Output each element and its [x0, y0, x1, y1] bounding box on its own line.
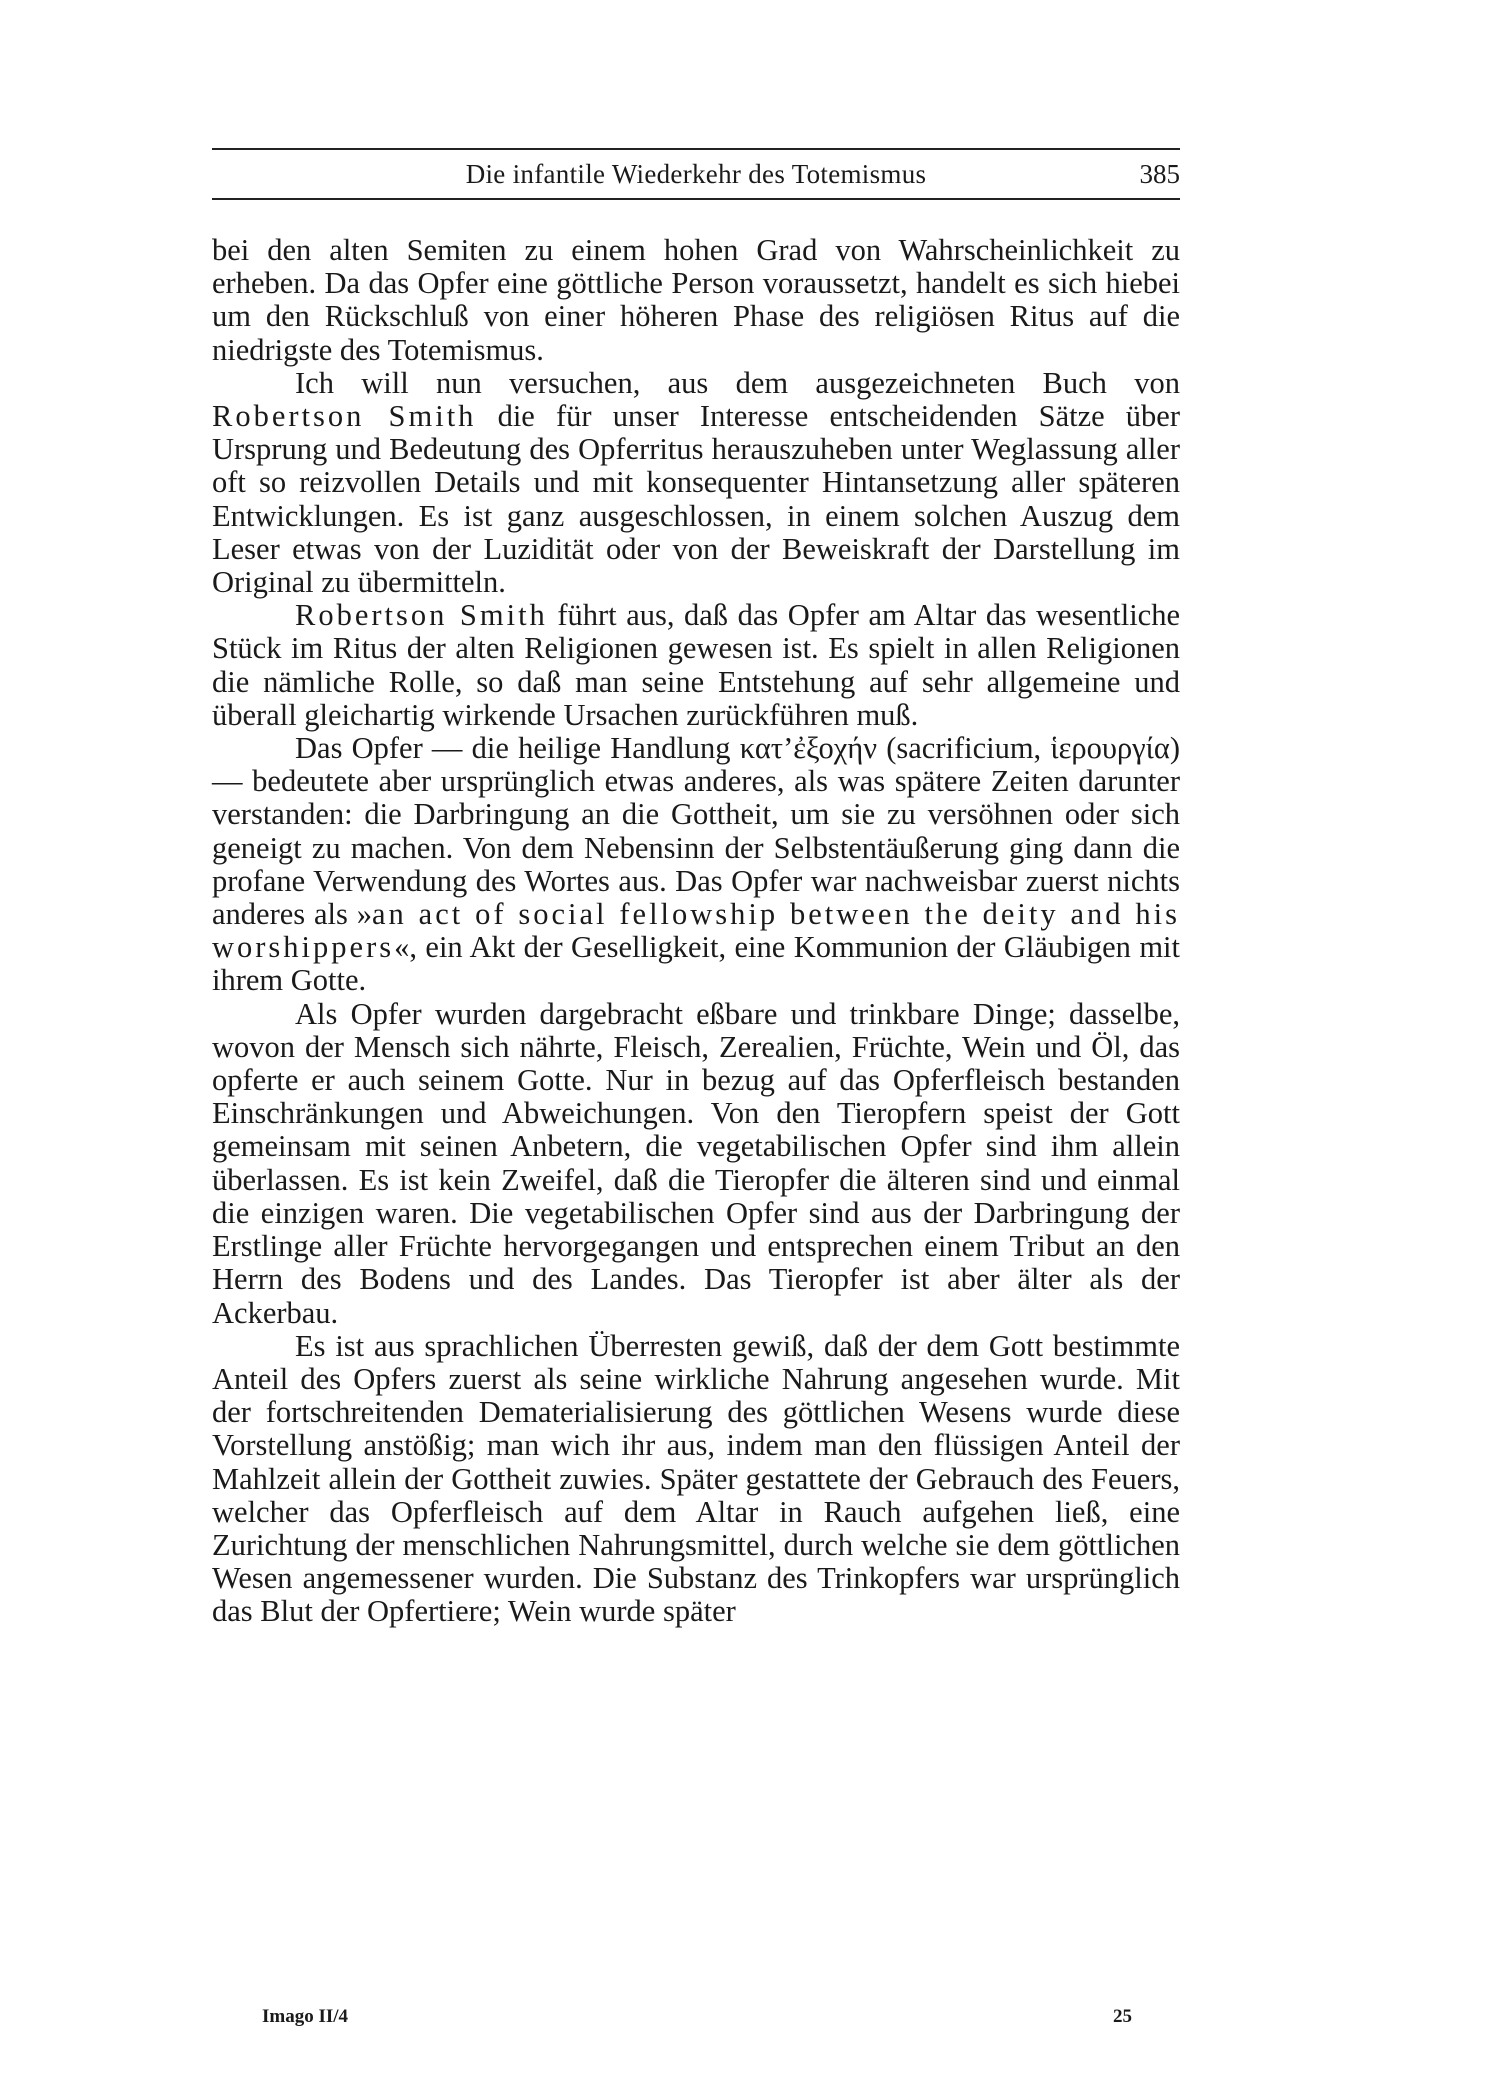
printer-signature: Imago II/4	[262, 2006, 349, 2027]
author-name: Robertson Smith	[212, 399, 477, 434]
running-title: Die infantile Wiederkehr des Totemismus	[465, 159, 927, 189]
page-number: 385	[1139, 159, 1180, 189]
paragraph-5: Als Opfer wurden dargebracht eßbare und trinkbare Dinge; dasselbe, wovon der Mensch sich nährte, Fleisch, Zerealien, Früchte, Wein und Öl, das opferte er auch seinem Gotte. Nur in bezug auf das Opferfleisch bestanden Einschränkungen und Abweichungen. Von den Tieropfern speist der Gott gemeinsam mit seinen Anbetern, die vegetabilischen Opfer sind ihm allein überlassen. Es ist kein Zweifel, daß die Tieropfer die älteren sind und einmal die einzigen waren. Die vegetabilischen Opfer sind aus der Darbringung der Erstlinge aller Früchte hervorgegangen und entsprechen einem Tribut an den Herrn des Bodens und des Landes. Das Tieropfer ist aber älter als der Ackerbau.	[212, 996, 1180, 1330]
author-name: Robertson Smith	[295, 598, 548, 633]
paragraph-6: Es ist aus sprachlichen Überresten gewiß, daß der dem Gott bestimmte Anteil des Opfers zuerst als seine wirkliche Nahrung angesehen wurde. Mit der fortschreitenden Dematerialisierung des göttlichen Wesens wurde diese Vorstellung anstößig; man wich ihr aus, indem man den flüssigen Anteil der Mahlzeit allein der Gottheit zuwies. Später gestattete der Gebrauch des Feuers, welcher das Opferfleisch auf dem Altar in Rauch aufgehen ließ, eine Zurichtung der menschlichen Nahrungsmittel, durch welche sie dem göttlichen Wesen angemessener wurden. Die Substanz des Trinkopfers war ursprünglich das Blut der Opfertiere; Wein wurde später	[212, 1328, 1180, 1629]
sheet-number: 25	[1113, 2006, 1132, 2027]
paragraph-4	[212, 732, 1180, 998]
paragraph-2	[212, 367, 1180, 599]
running-header	[212, 154, 1180, 194]
header-bottom-rule	[212, 198, 1180, 200]
paragraph-3	[212, 599, 1180, 732]
header-top-rule	[212, 148, 1180, 150]
english-quotation: an act of social fellowship between the deity and his worshippers	[212, 897, 1180, 965]
text-run: die für unser Interesse entscheidenden Sätze über Ursprung und Bedeutung des Opferritus herauszuheben unter Weglassung aller oft so reizvollen Details und mit konsequenter Hintansetzung aller späteren Entwicklungen. Es ist ganz ausgeschlossen, in einem solchen Auszug dem Leser etwas von der Luzidität oder von der Beweiskraft der Darstellung im Original zu übermitteln.	[212, 399, 1180, 600]
text-run: Ich will nun versuchen, aus dem ausgezeichneten Buch von	[295, 365, 1180, 400]
text-run: Das Opfer — die heilige Handlung κατ’ἐξοχήν (sacrificium, ἱερουργία) — bedeutete aber ursprünglich etwas anderes, als was spätere Zeiten darunter verstanden: die Darbringung an die Gottheit, um sie zu versöhnen oder sich geneigt zu machen. Von dem Nebensinn der Selbstentäußerung ging dann die profane Verwendung des Wortes aus. Das Opfer war nachweisbar zuerst nichts anderes als »	[212, 731, 1180, 932]
paragraph-1: bei den alten Semiten zu einem hohen Grad von Wahrscheinlichkeit zu erheben. Da das Opfer eine göttliche Person voraussetzt, handelt es sich hiebei um den Rückschluß von einer höheren Phase des religiösen Ritus auf die niedrigste des Totemismus.	[212, 233, 1180, 367]
text-run: «, ein Akt der Geselligkeit, eine Kommunion der Gläubigen mit ihrem Gotte.	[212, 930, 1180, 998]
text-run: führt aus, daß das Opfer am Altar das wesentliche Stück im Ritus der alten Religionen gewesen ist. Es spielt in allen Religionen die nämliche Rolle, so daß man seine Entstehung auf sehr allgemeine und überall gleichartig wirkende Ursachen zurückführen muß.	[212, 598, 1180, 732]
body-text	[212, 234, 1180, 1629]
